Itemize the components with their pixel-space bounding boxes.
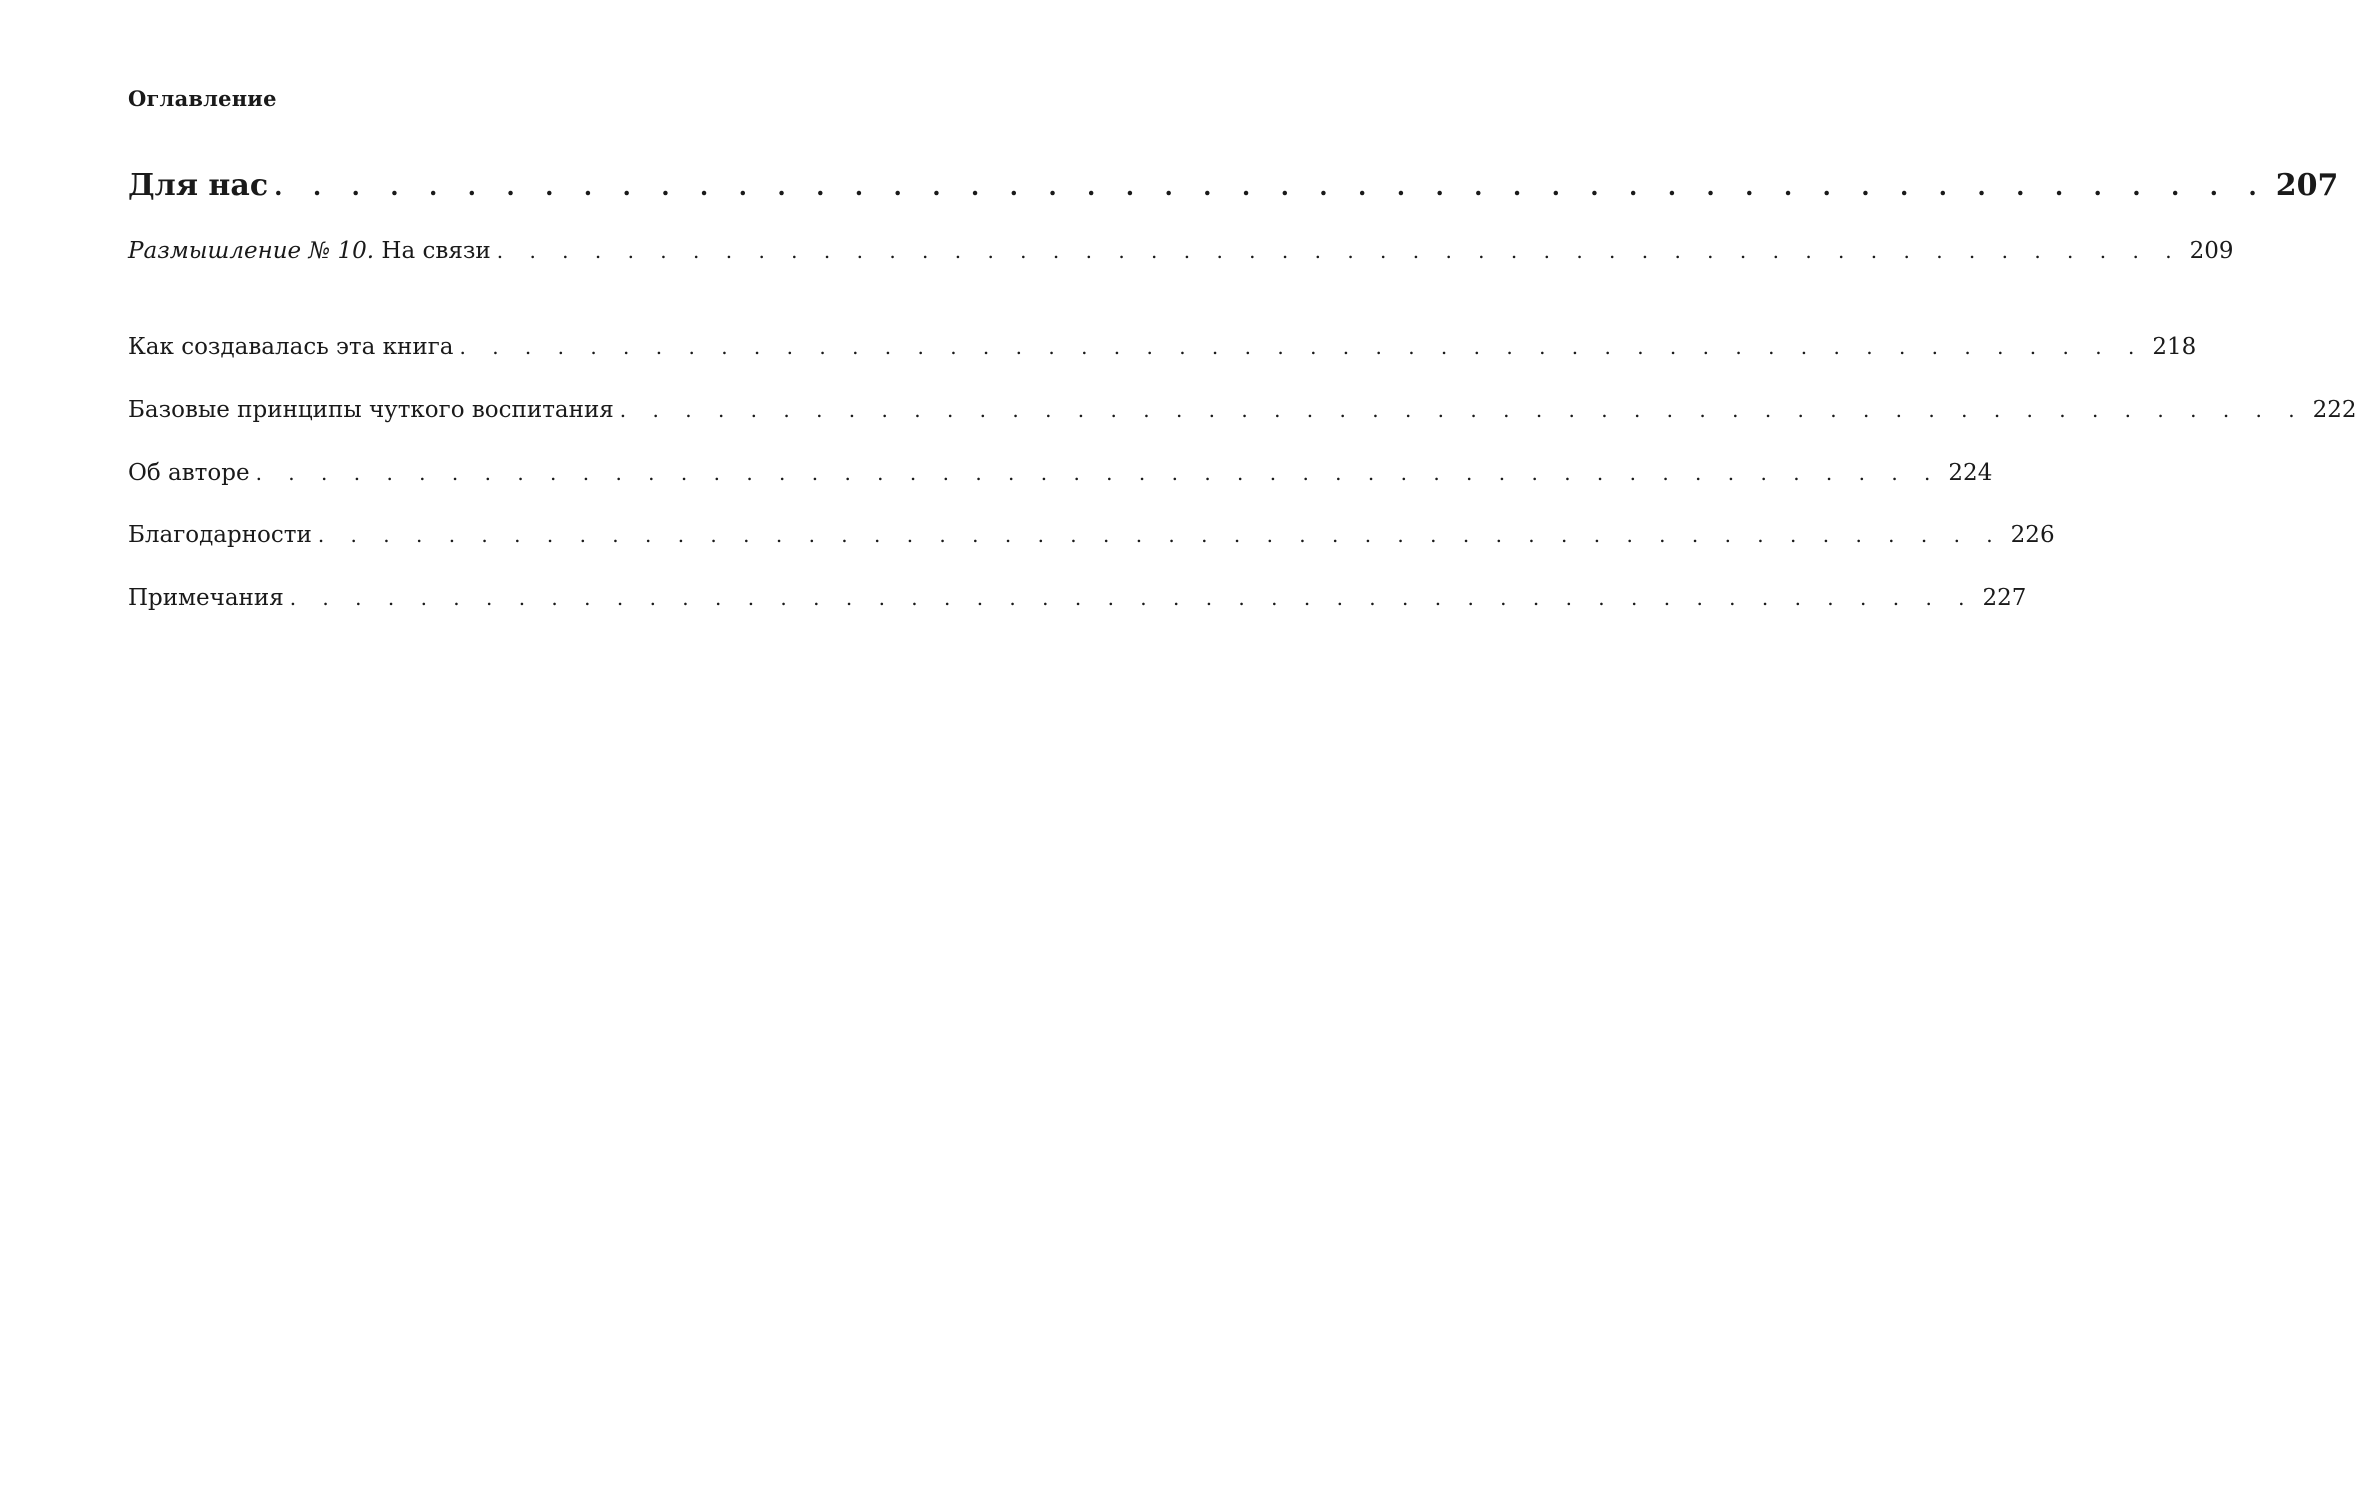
toc-dot-leader: . . . . . . . . . . . . . . . . . . . . . . . . . . . . . . . . . . . . . . . . . . . . . . . . . . . . bbox=[459, 335, 2145, 359]
toc-entry-page: 218 bbox=[2152, 334, 2197, 360]
toc-section-row bbox=[128, 168, 2339, 203]
toc-entry-title: Примечания bbox=[128, 585, 284, 611]
toc-subsection-title-rest: На связи bbox=[374, 238, 491, 264]
toc-entry-page: 227 bbox=[1982, 585, 2027, 611]
toc-section-title: Для нас bbox=[128, 168, 269, 203]
toc-entry-title: Базовые принципы чуткого воспитания bbox=[128, 397, 614, 423]
toc-subsection-title-italic: Размышление № 10. bbox=[128, 238, 375, 264]
toc-entry-row bbox=[128, 397, 2357, 423]
toc-entry-title: Как создавалась эта книга bbox=[128, 334, 454, 360]
toc-entry-page: 222 bbox=[2312, 397, 2357, 423]
toc-section-page: 207 bbox=[2275, 168, 2339, 203]
toc-dot-leader: . . . . . . . . . . . . . . . . . . . . . . . . . . . . . . . . . . . . . . . . . . . . . . . . . . . . bbox=[274, 172, 2268, 201]
toc-entry-row bbox=[128, 585, 2027, 611]
toc-subsection-page: 209 bbox=[2189, 238, 2234, 264]
toc-entry-row bbox=[128, 522, 2055, 548]
running-head: Оглавление bbox=[128, 86, 277, 111]
toc-entry-page: 226 bbox=[2010, 522, 2055, 548]
toc-subsection-row bbox=[128, 238, 2234, 264]
toc-dot-leader: . . . . . . . . . . . . . . . . . . . . . . . . . . . . . . . . . . . . . . . . . . . . . . . . . . . . bbox=[255, 461, 1941, 485]
toc-dot-leader: . . . . . . . . . . . . . . . . . . . . . . . . . . . . . . . . . . . . . . . . . . . . . . . . . . . . bbox=[317, 523, 2003, 547]
toc-entry-row bbox=[128, 334, 2197, 360]
toc-entry-title: Благодарности bbox=[128, 522, 312, 548]
toc-dot-leader: . . . . . . . . . . . . . . . . . . . . . . . . . . . . . . . . . . . . . . . . . . . . . . . . . . . . bbox=[289, 586, 1975, 610]
toc-entry-title: Об авторе bbox=[128, 460, 250, 486]
toc-entry-page: 224 bbox=[1948, 460, 1993, 486]
toc-subsection-title bbox=[128, 238, 497, 264]
toc-dot-leader: . . . . . . . . . . . . . . . . . . . . . . . . . . . . . . . . . . . . . . . . . . . . . . . . . . . . bbox=[619, 398, 2305, 422]
toc-entry-row bbox=[128, 460, 1993, 486]
toc-dot-leader: . . . . . . . . . . . . . . . . . . . . . . . . . . . . . . . . . . . . . . . . . . . . . . . . . . . . bbox=[496, 239, 2182, 263]
